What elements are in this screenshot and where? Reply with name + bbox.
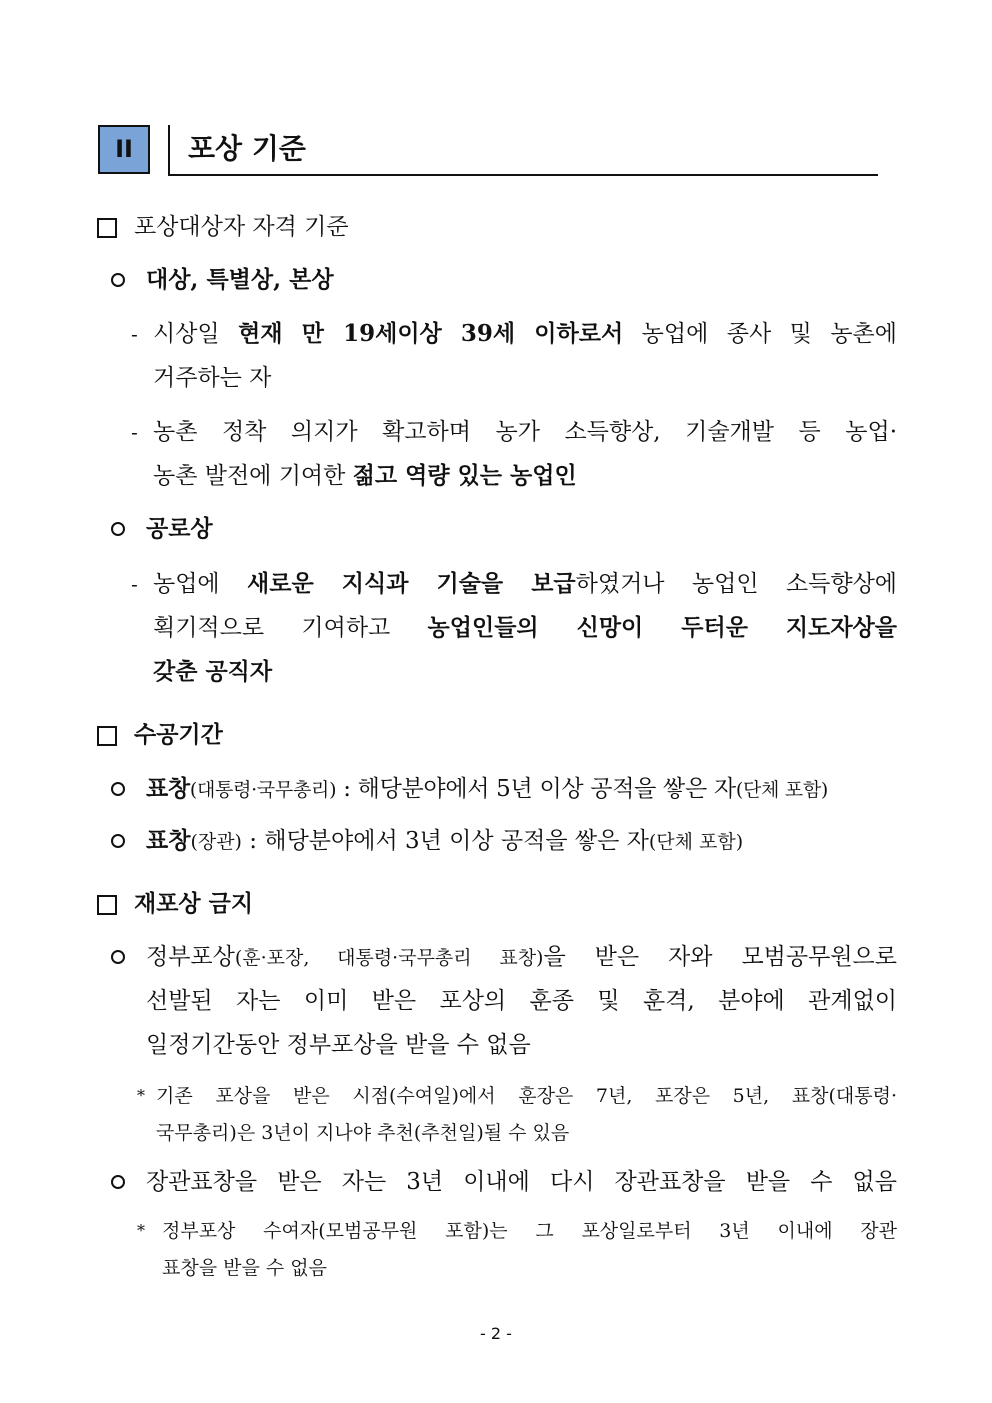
prohibition-item2-note2: 표창을 받을 수 없음 [162, 1257, 327, 1279]
dash-bullet: - [131, 420, 138, 444]
grand-item2-line1: 농촌 정착 의지가 확고하며 농가 소득향상, 기술개발 등 농업· [153, 419, 897, 445]
square-bullet-icon [97, 218, 117, 238]
prohibition-item1-line3: 일정기간동안 정부포상을 받을 수 없음 [146, 1032, 531, 1058]
circle-bullet-icon [111, 782, 125, 796]
circle-bullet-icon [111, 834, 125, 848]
grand-item1-line2: 거주하는 자 [153, 365, 272, 391]
square-bullet-icon [97, 726, 117, 746]
note-asterisk: * [137, 1221, 145, 1240]
circle-bullet-icon [111, 522, 125, 536]
prohibition-item2-note1: 정부포상 수여자(모범공무원 포함)는 그 포상일로부터 3년 이내에 장관 [162, 1220, 897, 1242]
circle-bullet-icon [111, 273, 125, 287]
section-underline [168, 174, 878, 176]
section-header [98, 125, 878, 177]
qualification-heading: 포상대상자 자격 기준 [134, 214, 349, 240]
merit-prize-label: 공로상 [146, 515, 213, 542]
section-divider [168, 125, 170, 176]
square-bullet-icon [97, 895, 117, 915]
dash-bullet: - [131, 572, 138, 596]
section-title: 포상 기준 [188, 132, 306, 165]
prohibition-item1-note1: 기존 포상을 받은 시점(수여일)에서 훈장은 7년, 포장은 5년, 표창(대통령· [156, 1085, 897, 1107]
prohibition-item2: 장관표창을 받은 자는 3년 이내에 다시 장관표창을 받을 수 없음 [146, 1169, 897, 1195]
grand-prize-label: 대상, 특별상, 본상 [146, 266, 334, 293]
section-number-box: II [98, 125, 150, 174]
merit-item1-line2: 획기적으로 기여하고 농업인들의 신망이 두터운 지도자상을 [153, 614, 897, 641]
circle-bullet-icon [111, 1175, 125, 1189]
prohibition-item1-line2: 선발된 자는 이미 받은 포상의 훈종 및 훈격, 분야에 관계없이 [146, 988, 897, 1014]
dash-bullet: - [131, 322, 138, 346]
period-item2: 표창(장관) : 해당분야에서 3년 이상 공적을 쌓은 자(단체 포함) [146, 827, 744, 854]
note-asterisk: * [137, 1086, 145, 1105]
prohibition-item1-note2: 국무총리)은 3년이 지나야 추천(추천일)될 수 있음 [156, 1122, 570, 1144]
period-item1: 표창(대통령·국무총리) : 해당분야에서 5년 이상 공적을 쌓은 자(단체 포함) [146, 775, 829, 802]
grand-item1-line1: 시상일 현재 만 19세이상 39세 이하로서 농업에 종사 및 농촌에 [153, 320, 897, 347]
prohibition-item1-line1: 정부포상(훈·포장, 대통령·국무총리 표창)을 받은 자와 모범공무원으로 [146, 944, 897, 970]
grand-item2-line2: 농촌 발전에 기여한 젊고 역량 있는 농업인 [153, 462, 577, 489]
period-heading: 수공기간 [134, 721, 223, 748]
prohibition-heading: 재포상 금지 [134, 890, 254, 917]
merit-item1-line3: 갖춘 공직자 [153, 658, 273, 685]
circle-bullet-icon [111, 950, 125, 964]
merit-item1-line1: 농업에 새로운 지식과 기술을 보급하였거나 농업인 소득향상에 [153, 570, 897, 597]
page-number: - 2 - [480, 1324, 512, 1343]
